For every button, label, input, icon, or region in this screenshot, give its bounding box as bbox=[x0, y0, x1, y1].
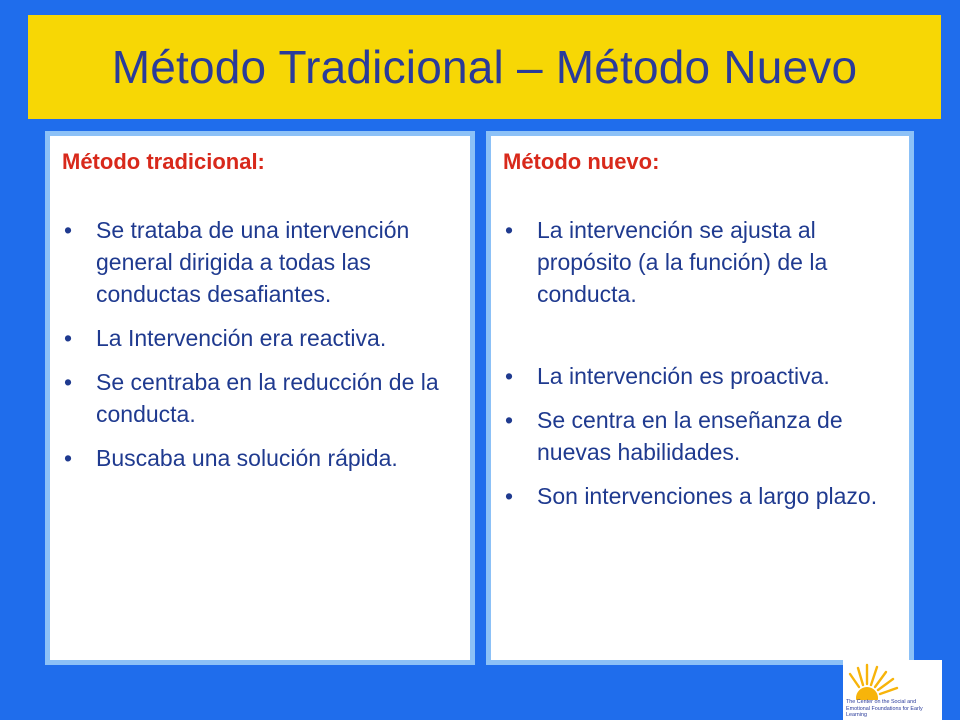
list-item: • Son intervenciones a largo plazo. bbox=[503, 480, 899, 512]
traditional-method-heading: Método tradicional: bbox=[62, 149, 265, 174]
title-bar bbox=[28, 15, 941, 119]
list-item: • La Intervención era reactiva. bbox=[62, 322, 460, 354]
list-item: • Buscaba una solución rápida. bbox=[62, 442, 460, 474]
slide-title: Método Tradicional – Método Nuevo bbox=[111, 41, 858, 93]
list-item: • La intervención es proactiva. bbox=[503, 360, 899, 392]
logo-text: The Center on the Social and Emotional Foundations for Early Learning bbox=[846, 699, 923, 718]
new-method-panel bbox=[486, 131, 914, 665]
csefel-logo bbox=[843, 660, 942, 720]
new-method-list bbox=[503, 214, 899, 524]
traditional-method-panel bbox=[45, 131, 475, 665]
list-item: • Se trataba de una intervención general dirigida a todas las conductas desafiantes. bbox=[62, 214, 460, 310]
list-item: • La intervención se ajusta al propósito (a la función) de la conducta. bbox=[503, 214, 899, 310]
list-item: • Se centra en la enseñanza de nuevas habilidades. bbox=[503, 404, 899, 468]
new-method-heading: Método nuevo: bbox=[503, 149, 660, 174]
list-item: • Se centraba en la reducción de la conducta. bbox=[62, 366, 460, 430]
sunburst-icon bbox=[845, 662, 899, 700]
traditional-method-list bbox=[62, 214, 460, 486]
